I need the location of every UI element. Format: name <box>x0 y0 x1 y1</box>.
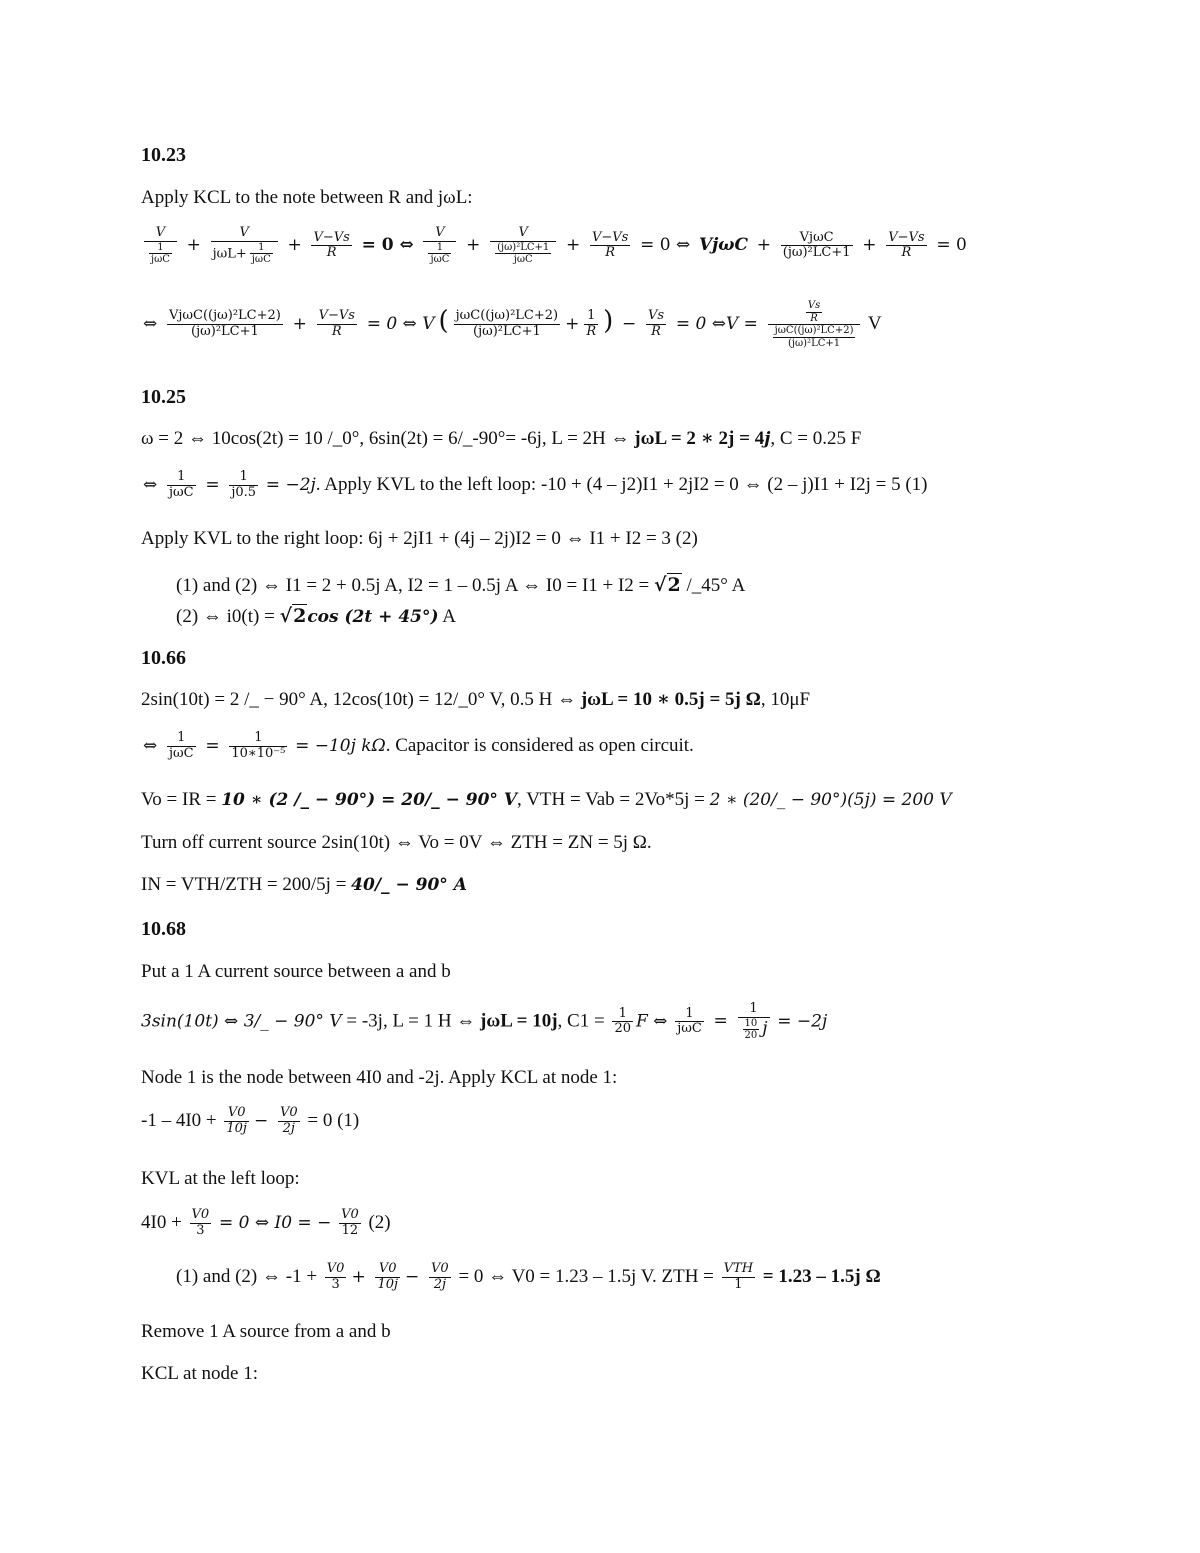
fraction: $\frac{V0}{3}$ <box>326 1261 345 1292</box>
fraction: $\frac{1}{\text{10∗10⁻⁵}}$ <box>231 730 286 761</box>
text-line: Node 1 is the node between 4I0 and -2j. Apply KCL at node 1: <box>141 1067 618 1088</box>
fraction: $\frac{1}{\text{jωC}}$ <box>169 730 194 761</box>
text-line: 3sin(10t) ⇔ 3/_ − 90° V = -3j, L = 1 H ⇔ jωL = 10j, C1 = $\frac{1}{20}$ F ⇔ $\frac{1}{\text{jωC}}$ = 1 $\frac{10}{20}$ j = −2j <box>141 1001 828 1042</box>
fraction: $\frac{1}{\text{jωC}}$ <box>677 1005 702 1037</box>
text-line: IN = VTH/ZTH = 200/5j = 40/_ − 90° A <box>141 874 467 895</box>
section-header-10-68: 10.68 <box>141 918 186 940</box>
fraction: $\frac{V0}{3}$ <box>191 1207 210 1238</box>
fraction: $\frac{V}{\frac{\text{(jω)²LC+1}}{\text{jωC}}}$ <box>490 226 556 266</box>
fraction: $\frac{V0}{10j}$ <box>377 1261 399 1292</box>
fraction: $\frac{V0}{12}$ <box>341 1207 359 1238</box>
text-line: Turn off current source 2sin(10t) ⇔ Vo = 0V ⇔ ZTH = ZN = 5j Ω. <box>141 832 652 853</box>
fraction: $\frac{\text{VjωC}}{\text{(jω)²LC+1}}$ <box>782 229 851 261</box>
text-line: ⇔ $\frac{1}{\text{jωC}}$ = $\frac{1}{\text{10∗10⁻⁵}}$ = −10j kΩ. Capacitor is considered as open circuit. <box>143 730 694 761</box>
section-header-10-23: 10.23 <box>141 144 186 166</box>
fraction: V jωL+ $\frac{1}{\text{jωC}}$ <box>211 226 278 266</box>
fraction: $\frac{\text{VTH}}{1}$ <box>723 1261 754 1292</box>
text-line: 2sin(10t) = 2 /_ − 90° A, 12cos(10t) = 12/_0° V, 0.5 H ⇔ jωL = 10 ∗ 0.5j = 5j Ω, 10μF <box>141 689 811 710</box>
fraction: $\frac{V0}{10j}$ <box>226 1105 247 1136</box>
text-line: ⇔ $\frac{1}{\text{jωC}}$ = $\frac{1}{j0.5}$ = −2j. Apply KVL to the left loop: -10 + (4 – j2)I1 + 2jI2 = 0 ⇔ (2 – j)I1 + I2j = 5 (1) <box>143 469 928 500</box>
text-line: -1 – 4I0 + $\frac{V0}{10j}$ − $\frac{V0}{2j}$ = 0 (1) <box>141 1105 360 1136</box>
fraction: $\frac{1}{j0.5}$ <box>231 469 257 500</box>
text-line: (1) and (2) ⇔ -1 + $\frac{V0}{3}$ + $\frac{V0}{10j}$ − $\frac{V0}{2j}$ = 0 ⇔ V0 = 1.23 – 1.5j V. ZTH = $\frac{\text{VTH}}{1}$ = 1.23 – 1.5j Ω <box>176 1261 881 1292</box>
text-line: KCL at node 1: <box>141 1363 258 1384</box>
text-line: ω = 2 ⇔ 10cos(2t) = 10 /_0°, 6sin(2t) = 6/_-90°= -6j, L = 2H ⇔ jωL = 2 ∗ 2j = 4j, C = 0.25 F <box>141 428 862 449</box>
intro-text: Apply KCL to the note between R and jωL: <box>141 187 473 208</box>
fraction: $\frac{V0}{2j}$ <box>279 1105 298 1136</box>
section-header-10-25: 10.25 <box>141 386 186 408</box>
fraction: $\frac{1}{R}$ <box>586 308 597 339</box>
text-line: KVL at the left loop: <box>141 1168 300 1189</box>
fraction: $\frac{1}{20}$ <box>614 1005 631 1037</box>
fraction: $\frac{\frac{Vs}{R}}{\frac{\text{jωC((jω)²LC+2)}}{\text{(jω)²LC+1}}}$ <box>768 300 861 349</box>
section-header-10-66: 10.66 <box>141 647 186 669</box>
fraction: $\frac{1}{\text{jωC}}$ <box>169 469 194 500</box>
text-line: (2) ⇔ i0(t) = √2cos (2t + 45°) A <box>176 605 456 627</box>
fraction: $\frac{V-Vs}{R}$ <box>592 229 629 261</box>
text-line: (1) and (2) ⇔ I1 = 2 + 0.5j A, I2 = 1 – 0.5j A ⇔ I0 = I1 + I2 = √2 /_45° A <box>176 574 746 596</box>
fraction: 1 $\frac{10}{20}$ j <box>738 1002 770 1042</box>
text-line: 4I0 + $\frac{V0}{3}$ = 0 ⇔ I0 = − $\frac{V0}{12}$ (2) <box>141 1207 391 1238</box>
text-line: Vo = IR = 10 ∗ (2 /_ − 90°) = 20/_ − 90° V, VTH = Vab = 2Vo*5j = 2 ∗ (20/_ − 90°)(5j) = 200 V <box>141 789 952 810</box>
fraction: $\frac{V}{\frac{1}{\text{jωC}}}$ <box>423 226 456 266</box>
fraction: $\frac{V-Vs}{R}$ <box>318 308 355 339</box>
fraction: $\frac{V-Vs}{R}$ <box>313 229 350 261</box>
fraction: $\frac{V-Vs}{R}$ <box>888 229 925 261</box>
equation-kcl-1: $\frac{V}{\frac{1}{\text{jωC}}}$ + V jωL+ $\frac{1}{\text{jωC}}$ + $\frac{V-Vs}{R}$ = 0 ⇔ $\frac{V}{\frac{1}{\text{jωC}}}$ + $\frac{V}{\frac{\text{(jω)²LC+1}}{\text{jωC}}}$ + $\frac{V-Vs}{R}$ = 0 ⇔ VjωC + $\frac{\text{VjωC}}{\text{(jω)²LC+1}}$ + $\frac{V-Vs}{R}$ = 0 <box>141 226 969 266</box>
fraction: $\frac{V0}{2j}$ <box>431 1261 449 1292</box>
text-line: Remove 1 A source from a and b <box>141 1321 391 1342</box>
equation-kcl-2: ⇔ $\frac{\text{VjωC((jω)²LC+2)}}{\text{(jω)²LC+1}}$ + $\frac{V-Vs}{R}$ = 0 ⇔ V ( $\frac{\text{jωC((jω)²LC+2)}}{\text{(jω)²LC+1}}$ + $\frac{1}{R}$ ) − $\frac{Vs}{R}$ = 0 ⇔V = $\frac{\frac{Vs}{R}}{\frac{\text{jωC((jω)²LC+2)}}{\text{(jω)²LC+1}}}$ V <box>143 300 882 349</box>
text-line: Apply KVL to the right loop: 6j + 2jI1 + (4j – 2j)I2 = 0 ⇔ I1 + I2 = 3 (2) <box>141 528 698 549</box>
fraction: $\frac{\text{jωC((jω)²LC+2)}}{\text{(jω)²LC+1}}$ <box>455 308 559 339</box>
fraction: $\frac{V}{\frac{1}{\text{jωC}}}$ <box>144 226 177 266</box>
text-line: Put a 1 A current source between a and b <box>141 961 451 982</box>
fraction: $\frac{Vs}{R}$ <box>648 308 665 339</box>
fraction: $\frac{\text{VjωC((jω)²LC+2)}}{\text{(jω)²LC+1}}$ <box>169 308 281 339</box>
